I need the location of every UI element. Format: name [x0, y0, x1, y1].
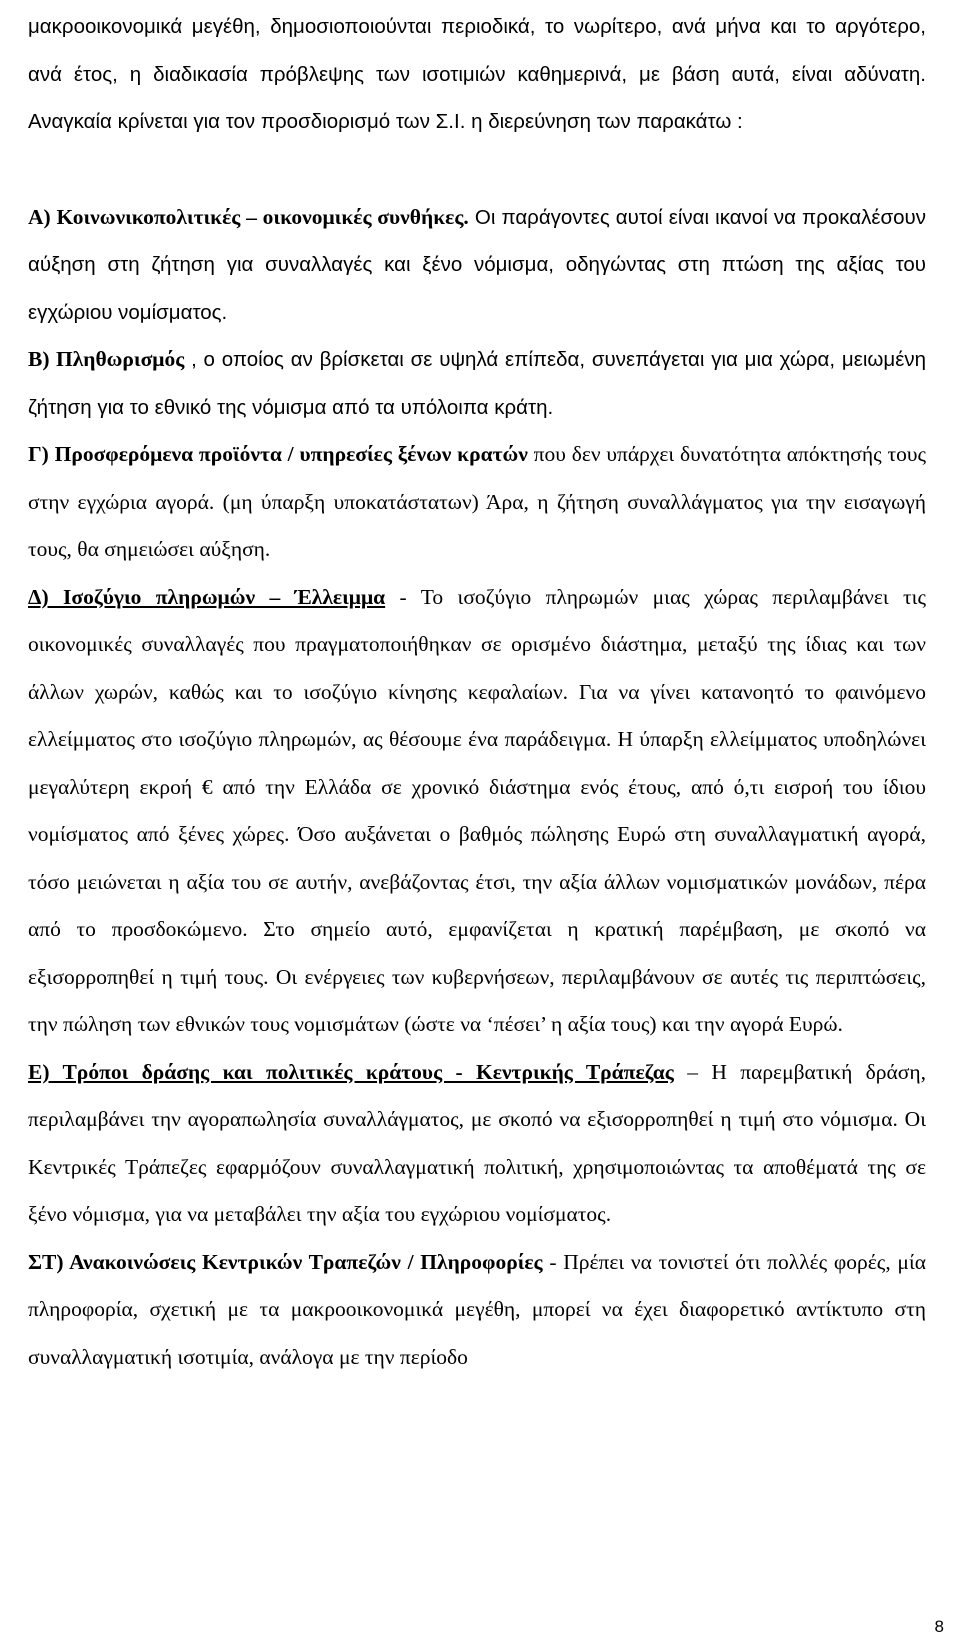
- section-a-paragraph: [28, 194, 926, 337]
- section-e-body: – Η παρεμβατική δράση, περιλαμβάνει την αγοραπωλησία συναλλάγματος, με σκοπό να εξισορροπηθεί η τιμή στο νόμισμα. Οι Κεντρικές Τράπεζες εφαρμόζουν συναλλαγματική πολιτική, χρησιμοποιώντας τα αποθέματά της σε ξένο νόμισμα, για να μεταβάλει την αξία του εγχώριου νομίσματος.: [28, 1059, 927, 1226]
- section-f-heading: ΣΤ) Ανακοινώσεις Κεντρικών Τραπεζών / Πληροφορίες: [28, 1249, 543, 1274]
- section-b-paragraph: [28, 336, 926, 431]
- intro-paragraph: μακροοικονομικά μεγέθη, δημοσιοποιούνται περιοδικά, το νωρίτερο, ανά μήνα και το αργότερο, ανά έτος, η διαδικασία πρόβλεψης των ισοτιμιών καθημερινά, με βάση αυτά, είναι αδύνατη. Αναγκαία κρίνεται για τον προσδιορισμό των Σ.Ι. η διερεύνηση των παρακάτω :: [28, 15, 926, 133]
- section-c-paragraph: [28, 431, 926, 574]
- section-f-paragraph: [28, 1239, 926, 1382]
- section-b-body: , ο οποίος αν βρίσκεται σε υψηλά επίπεδα, συνεπάγεται για μια χώρα, μειωμένη ζήτηση για το εθνικό της νόμισμα από τα υπόλοιπα κράτη.: [28, 348, 927, 419]
- section-f-body: - Πρέπει να τονιστεί ότι πολλές φορές, μία πληροφορία, σχετική με τα μακροοικονομικά μεγέθη, μπορεί να έχει διαφορετικό αντίκτυπο στη συναλλαγματική ισοτιμία, ανάλογα με την περίοδο: [28, 1249, 926, 1369]
- section-c-body: που δεν υπάρχει δυνατότητα απόκτησής τους στην εγχώρια αγορά. (μη ύπαρξη υποκατάστατων) Άρα, η ζήτηση συναλλάγματος για την εισαγωγή τους, θα σημειώσει αύξηση.: [28, 442, 926, 561]
- section-b-heading: Β) Πληθωρισμός: [28, 347, 185, 371]
- section-a-body: Οι παράγοντες αυτοί είναι ικανοί να προκαλέσουν αύξηση στη ζήτηση για συναλλαγές και ξένο νόμισμα, οδηγώντας στη πτώση της αξίας του εγχώριου νομίσματος.: [28, 205, 926, 324]
- section-e-heading: Ε) Τρόποι δράσης και πολιτικές κράτους - Κεντρικής Τράπεζας: [28, 1059, 674, 1084]
- page-number: 8: [934, 1617, 944, 1636]
- section-e-paragraph: [28, 1049, 926, 1239]
- section-c-heading: Γ) Προσφερόμενα προϊόντα / υπηρεσίες ξένων κρατών: [28, 442, 528, 466]
- section-d-paragraph: [28, 574, 926, 1049]
- section-d-heading: Δ) Ισοζύγιο πληρωμών – Έλλειμμα: [28, 584, 386, 609]
- document-page: [28, 0, 926, 1381]
- section-a-heading: Α) Κοινωνικοπολιτικές – οικονομικές συνθήκες.: [28, 204, 469, 229]
- section-d-body: - Το ισοζύγιο πληρωμών μιας χώρας περιλαμβάνει τις οικονομικές συναλλαγές που πραγματοποιήθηκαν σε ορισμένο διάστημα, μεταξύ της ίδιας και των άλλων χωρών, καθώς και το ισοζύγιο κίνησης κεφαλαίων. Για να γίνει κατανοητό το φαινόμενο ελλείμματος στο ισοζύγιο πληρωμών, ας θέσουμε ένα παράδειγμα. Η ύπαρξη ελλείμματος υποδηλώνει μεγαλύτερη εκροή € από την Ελλάδα σε χρονικό διάστημα ενός έτους, από ό,τι εισροή του ίδιου νομίσματος από ξένες χώρες. Όσο αυξάνεται ο βαθμός πώλησης Ευρώ στη συναλλαγματική αγορά, τόσο μειώνεται η αξία του σε αυτήν, ανεβάζοντας έτσι, την αξία άλλων νομισματικών μονάδων, πέρα από το προσδοκώμενο. Στο σημείο αυτό, εμφανίζεται η κρατική παρέμβαση, με σκοπό να εξισορροπηθεί η τιμή τους. Οι ενέργειες των κυβερνήσεων, περιλαμβάνουν σε αυτές τις περιπτώσεις, την πώληση των εθνικών τους νομισμάτων (ώστε να ‘πέσει’ η αξία τους) και την αγορά Ευρώ.: [28, 584, 926, 1036]
